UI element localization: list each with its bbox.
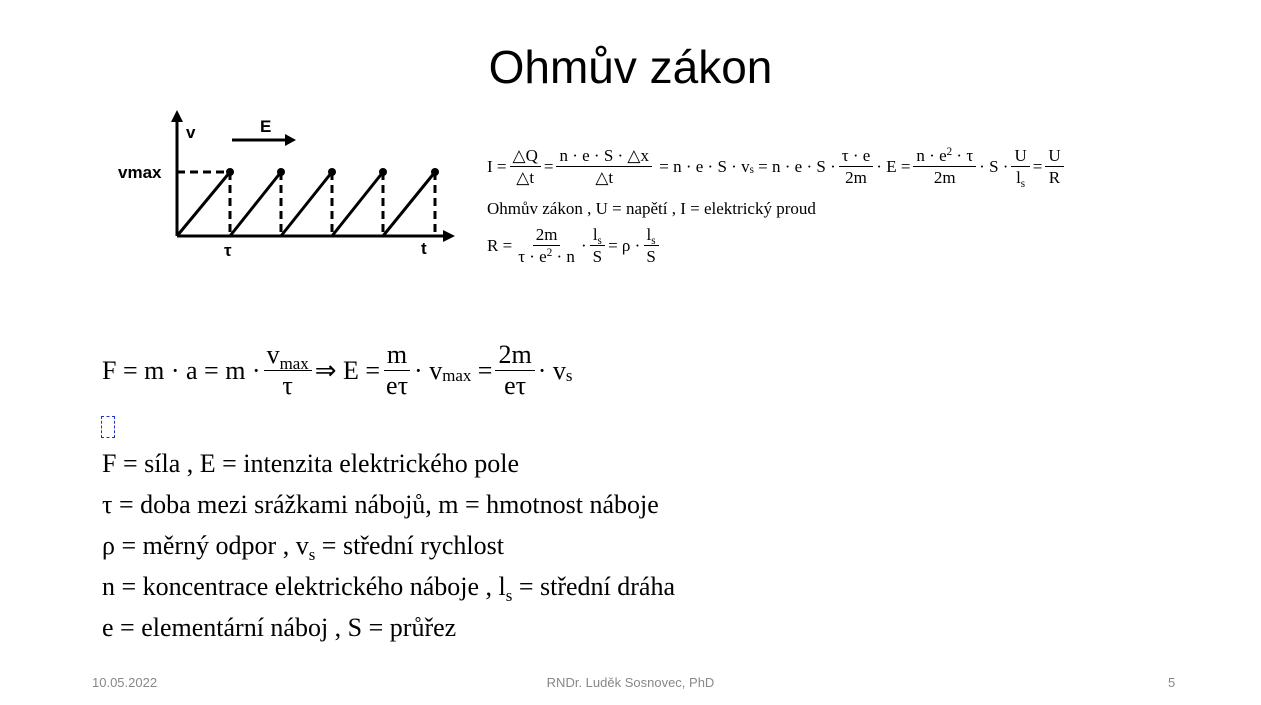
slide-title: Ohmův zákon xyxy=(488,41,773,93)
force-field-equation: F = m · a = m · $\frac{v_{max}}{\tau}$ ⇒ E = $\frac{m}{e\tau}$ · v max = $\frac{2m}{e\tau}$ · v s xyxy=(102,340,573,400)
current-equation: I = $\frac{\triangle Q}{\triangle t}$ = $\frac{n \cdot e \cdot S \cdot \triangle x}{\triangle t}$ = n · e · S · v s = n · e · S · $\frac{\tau \cdot e}{2m}$ · E = $\frac{n \cdot e^2 \cdot \tau}{2m}$ · S · $\frac{U}{l_s}$ = $\frac{U}{R}$ xyxy=(487,147,1067,186)
legend-line-e: e = elementární náboj , S = průřez xyxy=(102,613,457,642)
t-axis-arrow xyxy=(443,230,455,242)
resistance-equation: R = $\frac{2m}{\tau \cdot e^2 \cdot n}$ · $\frac{l_s}{S}$ = ρ · $\frac{l_s}{S}$ xyxy=(487,226,662,265)
ohm-law-legend: Ohmův zákon , U = napětí , I = elektrický proud xyxy=(487,199,816,218)
footer-author: RNDr. Luděk Sosnovec, PhD xyxy=(546,675,715,690)
v-axis-arrow xyxy=(171,110,183,122)
legend-line-n: n = koncentrace elektrického náboje , $l_s$ = střední dráha xyxy=(102,572,676,605)
footer-date: 10.05.2022 xyxy=(92,675,158,690)
legend-line-force: F = síla , E = intenzita elektrického pole xyxy=(102,449,520,478)
vmax-label: vmax xyxy=(118,163,162,182)
legend-line-tau: τ = doba mezi srážkami nábojů, m = hmotnost náboje xyxy=(102,490,659,519)
e-label: E xyxy=(260,117,272,136)
tau-label: τ xyxy=(224,241,232,258)
text-cursor-placeholder[interactable] xyxy=(101,416,115,438)
peak-dots xyxy=(226,168,439,176)
slide-number: 5 xyxy=(1168,675,1176,690)
velocity-time-graph xyxy=(110,108,470,258)
e-field-arrowhead xyxy=(285,134,296,146)
sawtooth xyxy=(177,172,435,236)
v-label: v xyxy=(186,123,196,142)
legend-line-rho: ρ = měrný odpor , $v_s$ = střední rychlost xyxy=(102,531,504,564)
t-label: t xyxy=(421,239,427,258)
